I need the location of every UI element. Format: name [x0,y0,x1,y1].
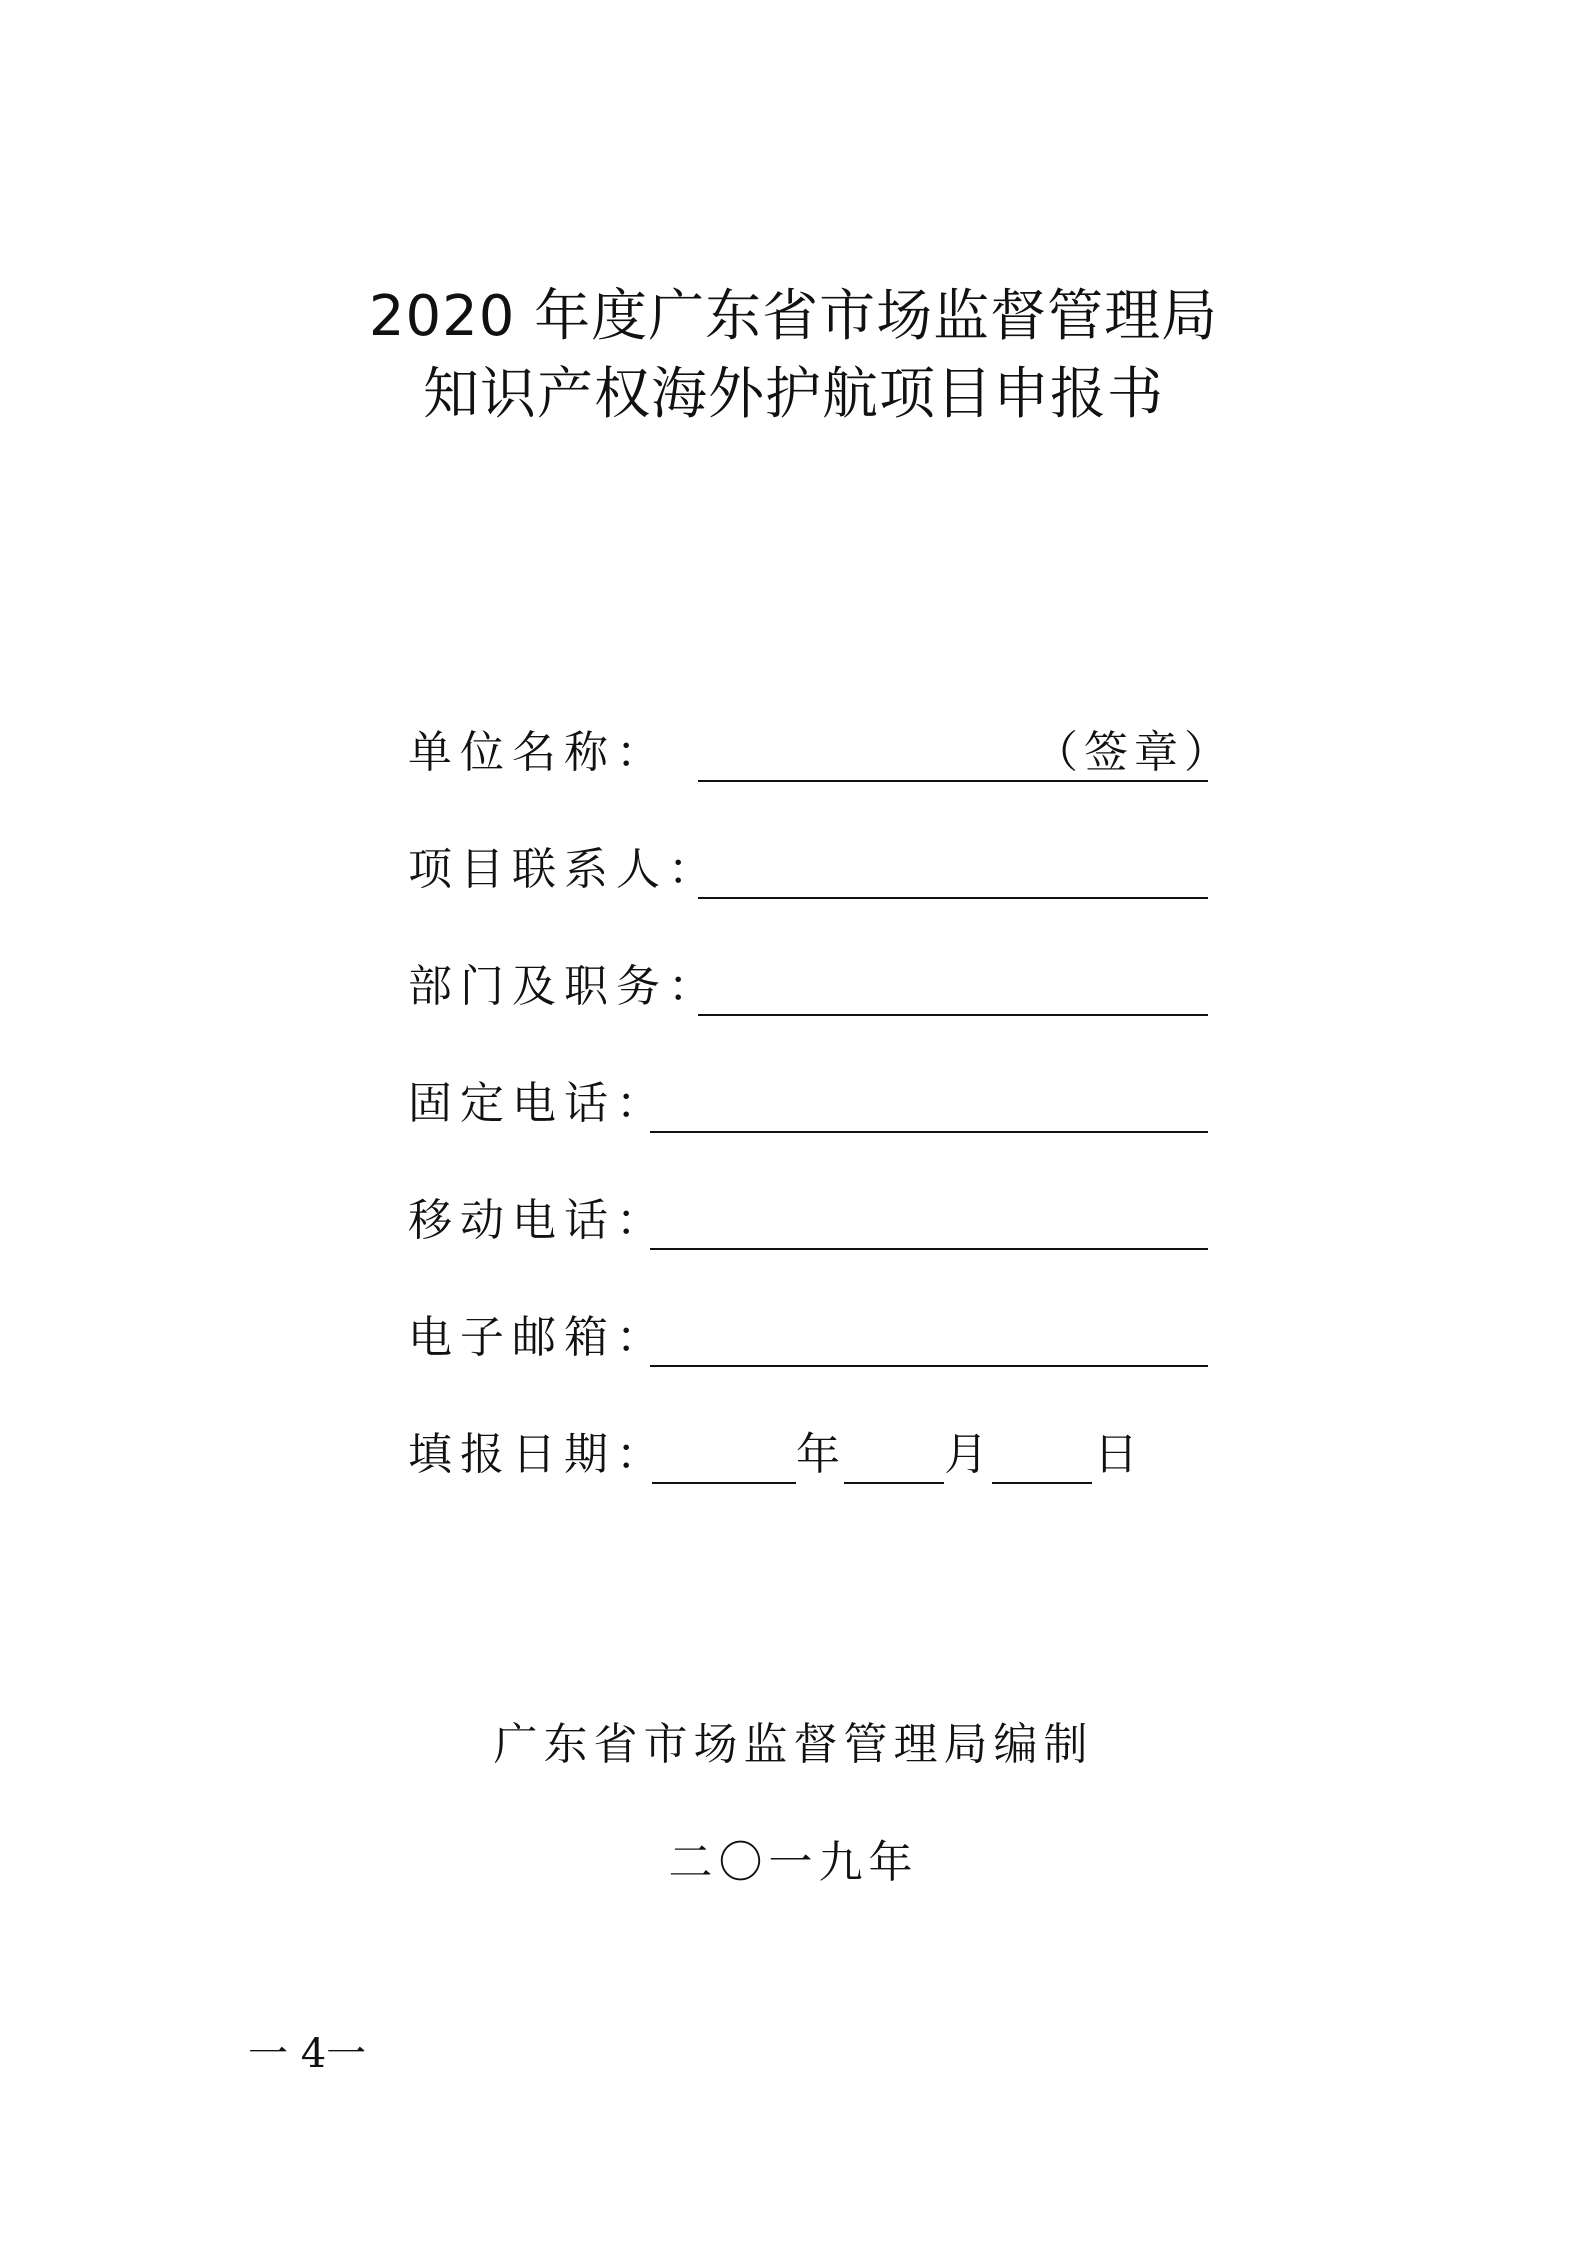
seal-note: （签章） [1034,727,1234,778]
compiler-note: 广东省市场监督管理局编制 [493,1719,1094,1770]
email-field [408,1303,1208,1373]
year-unit: 年 [796,1429,840,1480]
landline-input-line[interactable] [650,1131,1208,1133]
dept-post-field [408,952,1208,1022]
month-input-line[interactable] [844,1482,944,1484]
contact-label: 项目联系人： [408,844,720,895]
unit-name-label: 单位名称： [408,727,668,778]
day-unit: 日 [1094,1429,1138,1480]
compile-year: 二〇一九年 [668,1837,919,1888]
email-input-line[interactable] [650,1365,1208,1367]
landline-label: 固定电话： [408,1078,668,1129]
day-input-line[interactable] [992,1482,1092,1484]
document-title-line-2: 知识产权海外护航项目申报书 [423,362,1164,427]
dept-post-input-line[interactable] [698,1014,1208,1016]
dept-post-label: 部门及职务： [408,961,720,1012]
mobile-input-line[interactable] [650,1248,1208,1250]
email-label: 电子邮箱： [408,1312,668,1363]
contact-input-line[interactable] [698,897,1208,899]
mobile-label: 移动电话： [408,1195,668,1246]
fill-date-label: 填报日期： [408,1429,668,1480]
mobile-field [408,1186,1208,1256]
unit-name-field [408,718,1234,788]
document-title-line-1: 2020 年度广东省市场监督管理局 [368,284,1219,349]
contact-field [408,835,1208,905]
year-input-line[interactable] [652,1482,796,1484]
fill-date-field [408,1420,1208,1490]
month-unit: 月 [944,1429,988,1480]
landline-field [408,1069,1208,1139]
page-number: 一 4一 [248,2031,367,2077]
